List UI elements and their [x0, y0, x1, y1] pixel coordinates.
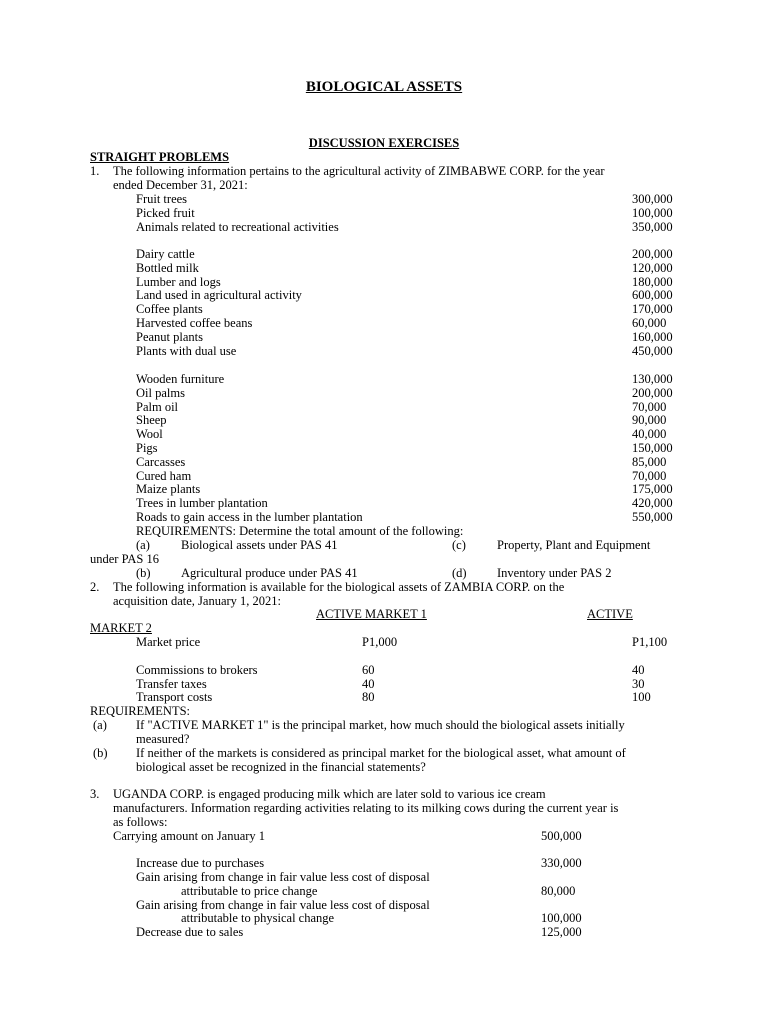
item-label: Cured ham [136, 468, 192, 483]
item-amount: 85,000 [632, 454, 667, 469]
item-label: Roads to gain access in the lumber plantation [136, 510, 363, 524]
item-amount: 170,000 [632, 302, 673, 317]
item-label: Lumber and logs [136, 274, 221, 289]
requirement-c-letter: (c) [452, 538, 466, 552]
item-amount: 70,000 [632, 399, 667, 414]
market-2-heading: ACTIVE [587, 607, 633, 621]
item-label: Bottled milk [136, 260, 199, 275]
carrying-amount-label: Carrying amount on January 1 [113, 829, 266, 843]
item-amount: 60,000 [632, 316, 667, 330]
item-amount: 600,000 [632, 288, 673, 303]
problem-2-req-b-letter: (b) [93, 746, 108, 760]
cost-label: Market price [136, 635, 201, 649]
gain-price-label-line-2: attributable to price change [181, 884, 318, 898]
problem-2-req-a-letter: (a) [93, 718, 107, 732]
page-subtitle: DISCUSSION EXERCISES [308, 136, 460, 150]
gain-physical-label-line-1: Gain arising from change in fair value less cost of disposal [136, 898, 430, 912]
item-label: Peanut plants [136, 329, 204, 344]
requirement-c-text-wrap: under PAS 16 [90, 552, 159, 566]
item-amount: 160,000 [632, 329, 673, 344]
market-1-value: 40 [362, 677, 375, 691]
item-label: Sheep [136, 413, 167, 428]
gain-physical-label-line-2: attributable to physical change [181, 911, 335, 925]
market-2-value: 30 [632, 677, 645, 691]
problem-2-req-a-line-1: If "ACTIVE MARKET 1" is the principal market, how much should the biological assets initially [136, 718, 625, 732]
item-label: Picked fruit [136, 205, 195, 220]
item-amount: 70,000 [632, 468, 667, 483]
sales-label: Decrease due to sales [136, 925, 244, 939]
item-amount: 200,000 [632, 385, 673, 400]
item-label: Carcasses [136, 454, 186, 469]
problem-3-intro-line-2: manufacturers. Information regarding activities relating to its milking cows during the current year is [113, 801, 619, 815]
purchases-label: Increase due to purchases [136, 856, 265, 870]
item-label: Maize plants [136, 482, 201, 497]
problem-1-intro-line-2: ended December 31, 2021: [113, 178, 248, 192]
item-label: Harvested coffee beans [136, 316, 253, 330]
item-amount: 40,000 [632, 427, 667, 442]
item-label: Trees in lumber plantation [136, 496, 268, 511]
market-1-heading: ACTIVE MARKET 1 [316, 607, 427, 621]
item-amount: 420,000 [632, 496, 673, 511]
market-1-value: P1,000 [362, 635, 398, 649]
market-1-value: 80 [362, 690, 375, 704]
item-label: Dairy cattle [136, 247, 195, 261]
sales-value: 125,000 [541, 925, 582, 939]
problem-2-requirements: REQUIREMENTS: [90, 704, 190, 718]
requirement-b-text: Agricultural produce under PAS 41 [181, 566, 358, 580]
item-amount: 450,000 [632, 343, 673, 358]
item-amount: 150,000 [632, 441, 673, 455]
gain-physical-value: 100,000 [541, 911, 582, 925]
item-amount: 180,000 [632, 274, 673, 289]
problem-2-req-a-line-2: measured? [136, 732, 190, 746]
item-label: Wooden furniture [136, 372, 225, 386]
item-label: Wool [136, 427, 163, 442]
market-2-value: P1,100 [632, 635, 668, 649]
problem-1-intro-line-1: The following information pertains to the agricultural activity of ZIMBABWE CORP. for the year [113, 164, 605, 178]
item-label: Coffee plants [136, 302, 203, 317]
item-amount: 175,000 [632, 482, 673, 497]
item-label: Oil palms [136, 385, 185, 400]
problem-3-intro-line-1: UGANDA CORP. is engaged producing milk which are later sold to various ice cream [113, 787, 546, 801]
problem-2-req-b-line-1: If neither of the markets is considered as principal market for the biological asset, what amount of [136, 746, 626, 760]
item-amount: 130,000 [632, 372, 673, 386]
item-amount: 550,000 [632, 510, 673, 524]
cost-label: Transfer taxes [136, 677, 207, 691]
requirement-a-text: Biological assets under PAS 41 [181, 538, 338, 552]
cost-label: Transport costs [136, 690, 213, 704]
requirement-d-text: Inventory under PAS 2 [497, 566, 612, 580]
problem-3-intro-line-3: as follows: [113, 815, 168, 829]
item-amount: 90,000 [632, 413, 667, 428]
problem-2-req-b-line-2: biological asset be recognized in the financial statements? [136, 760, 426, 774]
item-label: Animals related to recreational activities [136, 219, 339, 234]
market-2-heading-wrap: MARKET 2 [90, 621, 152, 635]
item-label: Pigs [136, 441, 158, 455]
item-label: Palm oil [136, 399, 179, 414]
item-label: Fruit trees [136, 192, 188, 206]
problem-2-intro-line-2: acquisition date, January 1, 2021: [113, 594, 282, 608]
item-amount: 350,000 [632, 219, 673, 234]
purchases-value: 330,000 [541, 856, 582, 870]
problem-1-requirements: REQUIREMENTS: Determine the total amount of the following: [136, 524, 464, 538]
market-2-value: 40 [632, 663, 645, 677]
item-amount: 200,000 [632, 247, 673, 261]
requirement-c-text: Property, Plant and Equipment [497, 538, 651, 552]
requirement-d-letter: (d) [452, 566, 467, 580]
market-1-value: 60 [362, 663, 375, 677]
cost-label: Commissions to brokers [136, 663, 258, 677]
item-label: Land used in agricultural activity [136, 288, 302, 303]
page-title: BIOLOGICAL ASSETS [305, 79, 463, 95]
gain-price-value: 80,000 [541, 884, 576, 898]
problem-1-number: 1. [90, 164, 100, 178]
carrying-amount-value: 500,000 [541, 829, 582, 843]
requirement-b-letter: (b) [136, 566, 151, 580]
gain-price-label-line-1: Gain arising from change in fair value less cost of disposal [136, 870, 430, 884]
item-amount: 100,000 [632, 205, 673, 220]
section-heading: STRAIGHT PROBLEMS [90, 150, 230, 164]
market-2-value: 100 [632, 690, 651, 704]
item-amount: 120,000 [632, 260, 673, 275]
requirement-a-letter: (a) [136, 538, 150, 552]
problem-3-number: 3. [90, 787, 100, 801]
item-label: Plants with dual use [136, 343, 237, 358]
item-amount: 300,000 [632, 192, 673, 206]
problem-2-intro-line-1: The following information is available for the biological assets of ZAMBIA CORP. on the [113, 580, 565, 594]
problem-2-number: 2. [90, 580, 100, 594]
